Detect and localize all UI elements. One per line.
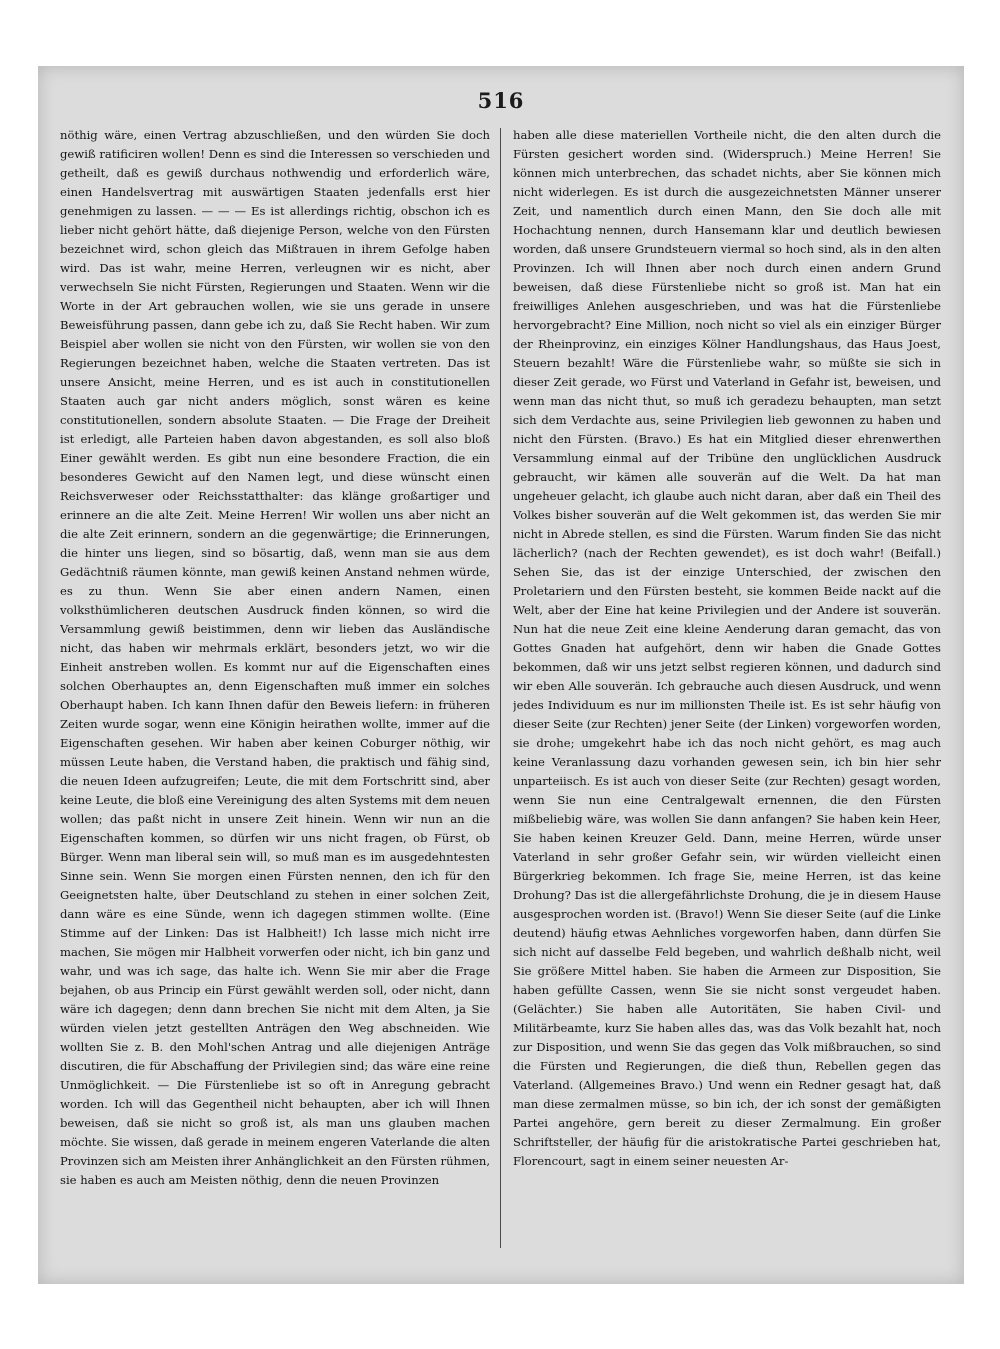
left-column-text: nöthig wäre, einen Vertrag abzuschließen, und den würden Sie doch gewiß ratificiren wollen! Denn es sind die Interessen so verschieden und getheilt, daß es gewiß durchaus nothwendig und erforderlich wäre, einen Handelsvertrag mit auswärtigen Staaten jedenfalls erst hier genehmigen zu lassen. — — — Es ist allerdings richtig, obschon ich es lieber nicht gehört hätte, daß diejenige Person, welche von den Fürsten bezeichnet wird, schon gleich das Mißtrauen in ihrem Gefolge haben wird. Das ist wahr, meine Herren, verleugnen wir es nicht, aber verwechseln Sie nicht Fürsten, Regierungen und Staaten. Wenn wir die Worte in der Art gebrauchen wollen, wie sie uns gerade in unsere Beweisführung passen, dann gebe ich zu, daß Sie Recht haben. Wir zum Beispiel aber wollen sie nicht von den Fürsten, wir wollen sie von den Regierungen bezeichnet haben, welche die Staaten vertreten. Das ist unsere Ansicht, meine Herren, und es ist auch in constitutionellen Staaten auch gar nicht anders möglich, sonst wären es keine constitutionellen, sondern absolute Staaten. — Die Frage der Dreiheit ist erledigt, alle Parteien haben davon abgestanden, es soll also bloß Einer gewählt werden. Es gibt nun eine besondere Fraction, die ein besonderes Gewicht auf den Namen legt, und diese wünscht einen Reichsverweser oder Reichsstatthalter: das klänge großartiger und erinnere an die alte Zeit. Meine Herren! Wir wollen uns aber nicht an die alte Zeit erinnern, sondern an die gegenwärtige; die Erinnerungen, die hinter uns liegen, sind so bösartig, daß, wenn man sie aus dem Gedächtniß räumen könnte, man gewiß keinen Anstand nehmen würde, es zu thun. Wenn Sie aber einen andern Namen, einen volksthümlicheren deutschen Ausdruck finden können, so wird die Versammlung gewiß beistimmen, denn wir lieben das Ausländische nicht, das haben wir mehrmals erklärt, besonders jetzt, wo wir die Einheit anstreben wollen. Es kommt nur auf die Eigenschaften eines solchen Oberhauptes an, denn Eigenschaften muß immer ein solches Oberhaupt haben. Ich kann Ihnen dafür den Beweis liefern: in früheren Zeiten wurde sogar, wenn eine Königin heirathen wollte, immer auf die Eigenschaften gesehen. Wir haben aber keinen Coburger nöthig, wir müssen Leute haben, die Verstand haben, die praktisch und fähig sind, die neuen Ideen aufzugreifen; Leute, die mit dem Fortschritt sind, aber keine Leute, die bloß eine Vereinigung des alten Systems mit dem neuen wollen; das paßt nicht in unsere Zeit hinein. Wenn wir nun an die Eigenschaften kommen, so dürfen wir uns nicht fragen, ob Fürst, ob Bürger. Wenn man liberal sein will, so muß man es im ausgedehntesten Sinne sein. Wenn Sie morgen einen Fürsten nennen, den ich für den Geeignetsten halte, über Deutschland zu stehen in einer solchen Zeit, dann wäre es eine Sünde, wenn ich dagegen stimmen wollte. (Eine Stimme auf der Linken: Das ist Halbheit!) Ich lasse mich nicht irre machen, Sie mögen mir Halbheit vorwerfen oder nicht, ich bin ganz und wahr, und was ich sage, das halte ich. Wenn Sie mir aber die Frage bejahen, ob aus Princip ein Fürst gewählt werden soll, oder nicht, dann wäre ich dagegen; denn dann brechen Sie nicht mit dem Alten, ja Sie würden vielen jetzt gestellten Anträgen den Weg abschneiden. Wie wollten Sie z. B. den Mohl'schen Antrag und alle diejenigen Anträge discutiren, die für Abschaffung der Privilegien sind; das wäre eine reine Unmöglichkeit. — Die Fürstenliebe ist so oft in Anregung gebracht worden. Ich will das Gegentheil nicht behaupten, aber ich will Ihnen beweisen, daß sie nicht so groß ist, als man uns glauben machen möchte. Sie wissen, daß gerade in meinem engeren Vaterlande die alten Provinzen sich am Meisten ihrer Anhänglichkeit an den Fürsten rühmen, sie haben es auch am Meisten nöthig, denn die neuen Provinzen [60,128,490,1187]
left-column [60,126,490,1252]
scanned-page [38,66,964,1284]
column-divider [500,128,501,1248]
page-number: 516 [477,88,525,113]
right-column-text: haben alle diese materiellen Vortheile nicht, die den alten durch die Fürsten gesichert worden sind. (Widerspruch.) Meine Herren! Sie können mich unterbrechen, das schadet nichts, aber Sie können mich nicht widerlegen. Es ist durch die ausgezeichnetsten Männer unserer Zeit, und namentlich durch einen Mann, den Sie doch alle mit Hochachtung nennen, durch Hansemann klar und deutlich bewiesen worden, daß unsere Grundsteuern viermal so hoch sind, als in den alten Provinzen. Ich will Ihnen aber noch durch einen andern Grund beweisen, daß diese Fürstenliebe nicht so groß ist. Man hat ein freiwilliges Anlehen ausgeschrieben, und was hat die Fürstenliebe hervorgebracht? Eine Million, noch nicht so viel als ein einziger Bürger der Rheinprovinz, ein einziges Kölner Handlungshaus, das Haus Joest, Steuern bezahlt! Wäre die Fürstenliebe wahr, so müßte sie sich in dieser Zeit gerade, wo Fürst und Vaterland in Gefahr ist, beweisen, und wenn man das nicht thut, so muß ich geradezu behaupten, man setzt sich dem Verdachte aus, seine Privilegien lieb gewonnen zu haben und nicht den Fürsten. (Bravo.) Es hat ein Mitglied dieser ehrenwerthen Versammlung einmal auf der Tribüne den unglücklichen Ausdruck gebraucht, wir kämen alle souverän auf die Welt. Da hat man ungeheuer gelacht, ich glaube auch nicht daran, aber daß ein Theil des Volkes bisher souverän auf die Welt gekommen ist, das werden Sie mir nicht in Abrede stellen, es sind die Fürsten. Warum finden Sie das nicht lächerlich? (nach der Rechten gewendet), es ist doch wahr! (Beifall.) Sehen Sie, das ist der einzige Unterschied, der zwischen den Proletariern und den Fürsten besteht, sie kommen Beide nackt auf die Welt, aber der Eine hat keine Privilegien und der Andere ist souverän. Nun hat die neue Zeit eine kleine Aenderung daran gemacht, das von Gottes Gnaden hat aufgehört, denn wir haben die Gnade Gottes bekommen, daß wir uns jetzt selbst regieren können, und dadurch sind wir eben Alle souverän. Ich gebrauche auch diesen Ausdruck, und wenn jedes Individuum es nur im millionsten Theile ist. Es ist sehr häufig von dieser Seite (zur Rechten) jener Seite (der Linken) vorgeworfen worden, sie drohe; umgekehrt habe ich das noch nicht gehört, es mag auch keine Veranlassung dazu vorhanden gewesen sein, ich bin hier sehr unparteiisch. Es ist auch von dieser Seite (zur Rechten) gesagt worden, wenn Sie nun eine Centralgewalt ernennen, die den Fürsten mißbeliebig wäre, was wollen Sie dann anfangen? Sie haben kein Heer, Sie haben keinen Kreuzer Geld. Dann, meine Herren, würde unser Vaterland in sehr großer Gefahr sein, wir würden vielleicht einen Bürgerkrieg bekommen. Ich frage Sie, meine Herren, ist das keine Drohung? Das ist die allergefährlichste Drohung, die je in diesem Hause ausgesprochen worden ist. (Bravo!) Wenn Sie dieser Seite (auf die Linke deutend) häufig etwas Aehnliches vorgeworfen haben, dann dürfen Sie sich nicht auf dasselbe Feld begeben, und wahrlich deßhalb nicht, weil Sie größere Mittel haben. Sie haben die Armeen zur Disposition, Sie haben gefüllte Cassen, wenn Sie sie nicht sonst vergeudet haben. (Gelächter.) Sie haben alle Autoritäten, Sie haben Civil- und Militärbeamte, kurz Sie haben alles das, was das Volk bezahlt hat, noch zur Disposition, und wenn Sie das gegen das Volk mißbrauchen, so sind die Fürsten und Regierungen, die dieß thun, Rebellen gegen das Vaterland. (Allgemeines Bravo.) Und wenn ein Redner gesagt hat, daß man diese zermalmen müsse, so bin ich, der ich sonst der gemäßigten Partei angehöre, gern bereit zu dieser Zermalmung. Ein großer Schriftsteller, der häufig für die aristokratische Partei geschrieben hat, Florencourt, sagt in einem seiner neuesten Ar- [513,128,941,1168]
right-column [513,126,941,1252]
